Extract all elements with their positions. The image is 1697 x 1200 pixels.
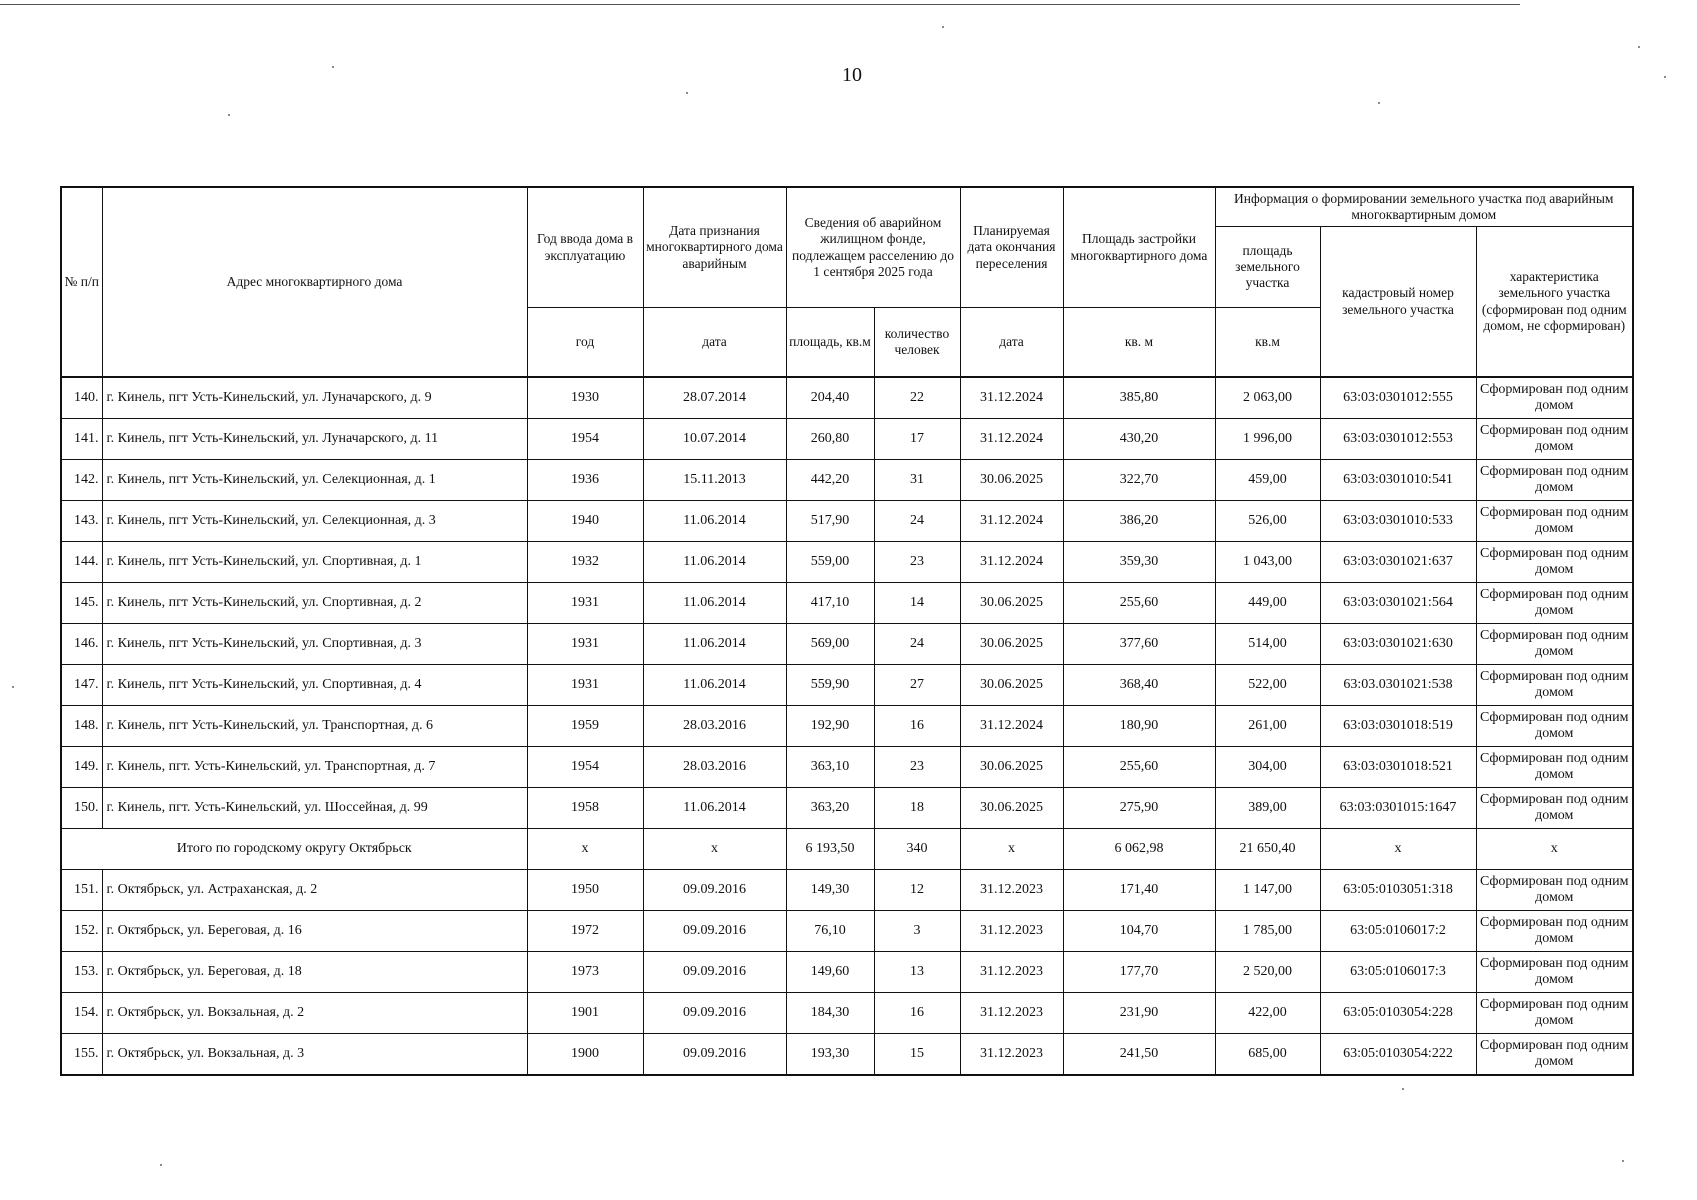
table-row bbox=[61, 419, 1633, 460]
row-land-area: 1 785,00 bbox=[1215, 911, 1320, 952]
row-date-recognized: 09.09.2016 bbox=[643, 1034, 786, 1076]
row-area: 192,90 bbox=[786, 706, 874, 747]
row-number: 149. bbox=[61, 747, 102, 788]
row-building-area: 386,20 bbox=[1063, 501, 1215, 542]
row-year: 1932 bbox=[527, 542, 643, 583]
total-year: х bbox=[527, 829, 643, 870]
row-area: 204,40 bbox=[786, 377, 874, 419]
row-people: 27 bbox=[874, 665, 960, 706]
row-land-area: 449,00 bbox=[1215, 583, 1320, 624]
row-year: 1973 bbox=[527, 952, 643, 993]
row-date-recognized: 09.09.2016 bbox=[643, 952, 786, 993]
row-cadastral-number: 63:03:0301010:533 bbox=[1320, 501, 1476, 542]
row-cadastral-number: 63:03:0301021:630 bbox=[1320, 624, 1476, 665]
row-date-recognized: 11.06.2014 bbox=[643, 583, 786, 624]
row-cadastral-number: 63:05:0106017:2 bbox=[1320, 911, 1476, 952]
row-characteristic: Сформирован под одним домом bbox=[1476, 377, 1633, 419]
row-land-area: 1 147,00 bbox=[1215, 870, 1320, 911]
row-cadastral-number: 63:03.0301021:538 bbox=[1320, 665, 1476, 706]
row-number: 146. bbox=[61, 624, 102, 665]
row-cadastral-number: 63:05:0103051:318 bbox=[1320, 870, 1476, 911]
row-address: г. Кинель, пгт Усть-Кинельский, ул. Луначарского, д. 11 bbox=[102, 419, 527, 460]
row-cadastral-number: 63:03:0301021:564 bbox=[1320, 583, 1476, 624]
row-area: 184,30 bbox=[786, 993, 874, 1034]
row-land-area: 1 996,00 bbox=[1215, 419, 1320, 460]
top-border-line bbox=[0, 4, 1520, 5]
row-people: 23 bbox=[874, 747, 960, 788]
row-planned-date: 30.06.2025 bbox=[960, 460, 1063, 501]
row-building-area: 255,60 bbox=[1063, 583, 1215, 624]
row-date-recognized: 28.03.2016 bbox=[643, 706, 786, 747]
unit-planned-date: дата bbox=[960, 308, 1063, 378]
row-number: 141. bbox=[61, 419, 102, 460]
row-characteristic: Сформирован под одним домом bbox=[1476, 501, 1633, 542]
table-row bbox=[61, 911, 1633, 952]
table-row bbox=[61, 665, 1633, 706]
row-area: 363,20 bbox=[786, 788, 874, 829]
row-characteristic: Сформирован под одним домом bbox=[1476, 952, 1633, 993]
row-people: 24 bbox=[874, 624, 960, 665]
row-people: 22 bbox=[874, 377, 960, 419]
table-row bbox=[61, 542, 1633, 583]
row-date-recognized: 09.09.2016 bbox=[643, 911, 786, 952]
unit-area: площадь, кв.м bbox=[786, 308, 874, 378]
row-number: 147. bbox=[61, 665, 102, 706]
row-characteristic: Сформирован под одним домом bbox=[1476, 870, 1633, 911]
row-date-recognized: 11.06.2014 bbox=[643, 788, 786, 829]
row-year: 1954 bbox=[527, 747, 643, 788]
row-address: г. Октябрьск, ул. Береговая, д. 16 bbox=[102, 911, 527, 952]
table-row bbox=[61, 788, 1633, 829]
table-body bbox=[61, 377, 1633, 1075]
row-planned-date: 31.12.2024 bbox=[960, 377, 1063, 419]
scan-speck bbox=[686, 92, 688, 94]
row-characteristic: Сформирован под одним домом bbox=[1476, 788, 1633, 829]
total-cadastral: х bbox=[1320, 829, 1476, 870]
total-area: 6 193,50 bbox=[786, 829, 874, 870]
row-number: 151. bbox=[61, 870, 102, 911]
header-land-area: площадь земельного участка bbox=[1215, 227, 1320, 308]
row-area: 517,90 bbox=[786, 501, 874, 542]
table-row bbox=[61, 377, 1633, 419]
row-building-area: 231,90 bbox=[1063, 993, 1215, 1034]
row-characteristic: Сформирован под одним домом bbox=[1476, 542, 1633, 583]
row-people: 24 bbox=[874, 501, 960, 542]
row-area: 559,00 bbox=[786, 542, 874, 583]
row-date-recognized: 09.09.2016 bbox=[643, 870, 786, 911]
row-people: 16 bbox=[874, 706, 960, 747]
row-number: 145. bbox=[61, 583, 102, 624]
table-row bbox=[61, 747, 1633, 788]
scan-speck bbox=[1622, 1160, 1624, 1162]
row-land-area: 522,00 bbox=[1215, 665, 1320, 706]
row-people: 18 bbox=[874, 788, 960, 829]
table-row bbox=[61, 870, 1633, 911]
unit-date: дата bbox=[643, 308, 786, 378]
row-characteristic: Сформирован под одним домом bbox=[1476, 460, 1633, 501]
scan-speck bbox=[332, 66, 334, 68]
row-address: г. Кинель, пгт Усть-Кинельский, ул. Селекционная, д. 1 bbox=[102, 460, 527, 501]
total-date: х bbox=[643, 829, 786, 870]
row-land-area: 261,00 bbox=[1215, 706, 1320, 747]
row-planned-date: 30.06.2025 bbox=[960, 665, 1063, 706]
row-people: 31 bbox=[874, 460, 960, 501]
table-row bbox=[61, 624, 1633, 665]
row-planned-date: 31.12.2024 bbox=[960, 419, 1063, 460]
row-land-area: 389,00 bbox=[1215, 788, 1320, 829]
row-characteristic: Сформирован под одним домом bbox=[1476, 911, 1633, 952]
row-year: 1959 bbox=[527, 706, 643, 747]
row-year: 1954 bbox=[527, 419, 643, 460]
table-row bbox=[61, 993, 1633, 1034]
header-planned-date: Планируемая дата окончания переселения bbox=[960, 187, 1063, 308]
row-building-area: 241,50 bbox=[1063, 1034, 1215, 1076]
row-number: 152. bbox=[61, 911, 102, 952]
header-characteristic: характеристика земельного участка (сформирован под одним домом, не сформирован) bbox=[1476, 227, 1633, 378]
header-building-area: Площадь застройки многоквартирного дома bbox=[1063, 187, 1215, 308]
scan-speck bbox=[12, 686, 14, 688]
row-address: г. Октябрьск, ул. Береговая, д. 18 bbox=[102, 952, 527, 993]
row-cadastral-number: 63:03:0301012:555 bbox=[1320, 377, 1476, 419]
row-date-recognized: 15.11.2013 bbox=[643, 460, 786, 501]
row-year: 1931 bbox=[527, 583, 643, 624]
total-label: Итого по городскому округу Октябрьск bbox=[61, 829, 527, 870]
header-cadastral: кадастровый номер земельного участка bbox=[1320, 227, 1476, 378]
table-row bbox=[61, 460, 1633, 501]
row-cadastral-number: 63:03:0301018:519 bbox=[1320, 706, 1476, 747]
row-building-area: 322,70 bbox=[1063, 460, 1215, 501]
row-number: 143. bbox=[61, 501, 102, 542]
table-header bbox=[61, 187, 1633, 377]
row-year: 1901 bbox=[527, 993, 643, 1034]
row-cadastral-number: 63:03:0301015:1647 bbox=[1320, 788, 1476, 829]
row-area: 417,10 bbox=[786, 583, 874, 624]
row-year: 1972 bbox=[527, 911, 643, 952]
row-planned-date: 31.12.2023 bbox=[960, 1034, 1063, 1076]
row-address: г. Кинель, пгт. Усть-Кинельский, ул. Транспортная, д. 7 bbox=[102, 747, 527, 788]
row-address: г. Октябрьск, ул. Астраханская, д. 2 bbox=[102, 870, 527, 911]
header-date-recognized: Дата признания многоквартирного дома аварийным bbox=[643, 187, 786, 308]
total-land-area: 21 650,40 bbox=[1215, 829, 1320, 870]
row-area: 569,00 bbox=[786, 624, 874, 665]
row-building-area: 430,20 bbox=[1063, 419, 1215, 460]
row-area: 363,10 bbox=[786, 747, 874, 788]
row-land-area: 685,00 bbox=[1215, 1034, 1320, 1076]
row-characteristic: Сформирован под одним домом bbox=[1476, 1034, 1633, 1076]
header-year: Год ввода дома в эксплуатацию bbox=[527, 187, 643, 308]
row-address: г. Кинель, пгт Усть-Кинельский, ул. Спортивная, д. 4 bbox=[102, 665, 527, 706]
scan-speck bbox=[1638, 46, 1640, 48]
header-land-info: Информация о формировании земельного участка под аварийным многоквартирным домом bbox=[1215, 187, 1633, 227]
row-planned-date: 30.06.2025 bbox=[960, 583, 1063, 624]
scan-speck bbox=[1402, 1088, 1404, 1090]
row-year: 1931 bbox=[527, 665, 643, 706]
row-planned-date: 30.06.2025 bbox=[960, 788, 1063, 829]
row-people: 17 bbox=[874, 419, 960, 460]
table-row bbox=[61, 706, 1633, 747]
unit-people: количество человек bbox=[874, 308, 960, 378]
row-area: 442,20 bbox=[786, 460, 874, 501]
row-address: г. Кинель, пгт Усть-Кинельский, ул. Спортивная, д. 3 bbox=[102, 624, 527, 665]
row-area: 260,80 bbox=[786, 419, 874, 460]
row-planned-date: 31.12.2024 bbox=[960, 542, 1063, 583]
row-building-area: 180,90 bbox=[1063, 706, 1215, 747]
row-cadastral-number: 63:03:0301010:541 bbox=[1320, 460, 1476, 501]
unit-year: год bbox=[527, 308, 643, 378]
scan-speck bbox=[228, 114, 230, 116]
unit-building-sqm: кв. м bbox=[1063, 308, 1215, 378]
row-date-recognized: 28.07.2014 bbox=[643, 377, 786, 419]
row-cadastral-number: 63:03:0301021:637 bbox=[1320, 542, 1476, 583]
row-building-area: 377,60 bbox=[1063, 624, 1215, 665]
total-building-area: 6 062,98 bbox=[1063, 829, 1215, 870]
row-land-area: 2 063,00 bbox=[1215, 377, 1320, 419]
row-characteristic: Сформирован под одним домом bbox=[1476, 706, 1633, 747]
row-number: 140. bbox=[61, 377, 102, 419]
row-people: 3 bbox=[874, 911, 960, 952]
row-address: г. Кинель, пгт Усть-Кинельский, ул. Спортивная, д. 1 bbox=[102, 542, 527, 583]
row-date-recognized: 28.03.2016 bbox=[643, 747, 786, 788]
total-characteristic: х bbox=[1476, 829, 1633, 870]
row-area: 149,30 bbox=[786, 870, 874, 911]
row-people: 15 bbox=[874, 1034, 960, 1076]
row-number: 154. bbox=[61, 993, 102, 1034]
row-number: 142. bbox=[61, 460, 102, 501]
row-number: 144. bbox=[61, 542, 102, 583]
row-address: г. Кинель, пгт. Усть-Кинельский, ул. Шоссейная, д. 99 bbox=[102, 788, 527, 829]
row-date-recognized: 11.06.2014 bbox=[643, 542, 786, 583]
total-planned: х bbox=[960, 829, 1063, 870]
row-cadastral-number: 63:05:0106017:3 bbox=[1320, 952, 1476, 993]
row-land-area: 2 520,00 bbox=[1215, 952, 1320, 993]
total-people: 340 bbox=[874, 829, 960, 870]
row-planned-date: 30.06.2025 bbox=[960, 747, 1063, 788]
header-num: № п/п bbox=[61, 187, 102, 377]
row-planned-date: 31.12.2024 bbox=[960, 706, 1063, 747]
row-address: г. Кинель, пгт Усть-Кинельский, ул. Селекционная, д. 3 bbox=[102, 501, 527, 542]
row-building-area: 275,90 bbox=[1063, 788, 1215, 829]
row-people: 12 bbox=[874, 870, 960, 911]
total-row bbox=[61, 829, 1633, 870]
row-planned-date: 31.12.2024 bbox=[960, 501, 1063, 542]
row-cadastral-number: 63:05:0103054:228 bbox=[1320, 993, 1476, 1034]
header-emergency-info: Сведения об аварийном жилищном фонде, подлежащем расселению до 1 сентября 2025 года bbox=[786, 187, 960, 308]
row-land-area: 1 043,00 bbox=[1215, 542, 1320, 583]
unit-land-sqm: кв.м bbox=[1215, 308, 1320, 378]
row-people: 16 bbox=[874, 993, 960, 1034]
row-building-area: 177,70 bbox=[1063, 952, 1215, 993]
row-date-recognized: 09.09.2016 bbox=[643, 993, 786, 1034]
emergency-housing-table bbox=[60, 186, 1634, 1076]
row-building-area: 385,80 bbox=[1063, 377, 1215, 419]
scan-speck bbox=[1378, 102, 1380, 104]
row-year: 1950 bbox=[527, 870, 643, 911]
row-building-area: 171,40 bbox=[1063, 870, 1215, 911]
row-year: 1931 bbox=[527, 624, 643, 665]
row-planned-date: 30.06.2025 bbox=[960, 624, 1063, 665]
row-building-area: 255,60 bbox=[1063, 747, 1215, 788]
row-characteristic: Сформирован под одним домом bbox=[1476, 419, 1633, 460]
row-land-area: 304,00 bbox=[1215, 747, 1320, 788]
row-land-area: 526,00 bbox=[1215, 501, 1320, 542]
row-land-area: 459,00 bbox=[1215, 460, 1320, 501]
row-planned-date: 31.12.2023 bbox=[960, 911, 1063, 952]
row-characteristic: Сформирован под одним домом bbox=[1476, 993, 1633, 1034]
row-people: 23 bbox=[874, 542, 960, 583]
row-people: 13 bbox=[874, 952, 960, 993]
row-year: 1936 bbox=[527, 460, 643, 501]
row-address: г. Кинель, пгт Усть-Кинельский, ул. Транспортная, д. 6 bbox=[102, 706, 527, 747]
scan-speck bbox=[160, 1164, 162, 1166]
row-cadastral-number: 63:03:0301012:553 bbox=[1320, 419, 1476, 460]
table-row bbox=[61, 501, 1633, 542]
row-characteristic: Сформирован под одним домом bbox=[1476, 747, 1633, 788]
table-row bbox=[61, 1034, 1633, 1076]
row-area: 76,10 bbox=[786, 911, 874, 952]
scan-speck bbox=[942, 26, 944, 28]
row-address: г. Октябрьск, ул. Вокзальная, д. 3 bbox=[102, 1034, 527, 1076]
row-number: 150. bbox=[61, 788, 102, 829]
row-land-area: 422,00 bbox=[1215, 993, 1320, 1034]
row-area: 149,60 bbox=[786, 952, 874, 993]
row-number: 148. bbox=[61, 706, 102, 747]
row-planned-date: 31.12.2023 bbox=[960, 870, 1063, 911]
scan-speck bbox=[1664, 76, 1666, 78]
table-row bbox=[61, 583, 1633, 624]
row-land-area: 514,00 bbox=[1215, 624, 1320, 665]
row-year: 1958 bbox=[527, 788, 643, 829]
row-number: 153. bbox=[61, 952, 102, 993]
row-address: г. Кинель, пгт Усть-Кинельский, ул. Луначарского, д. 9 bbox=[102, 377, 527, 419]
row-characteristic: Сформирован под одним домом bbox=[1476, 583, 1633, 624]
row-building-area: 359,30 bbox=[1063, 542, 1215, 583]
row-address: г. Октябрьск, ул. Вокзальная, д. 2 bbox=[102, 993, 527, 1034]
row-planned-date: 31.12.2023 bbox=[960, 993, 1063, 1034]
row-date-recognized: 11.06.2014 bbox=[643, 624, 786, 665]
row-cadastral-number: 63:05:0103054:222 bbox=[1320, 1034, 1476, 1076]
row-building-area: 104,70 bbox=[1063, 911, 1215, 952]
header-address: Адрес многоквартирного дома bbox=[102, 187, 527, 377]
row-address: г. Кинель, пгт Усть-Кинельский, ул. Спортивная, д. 2 bbox=[102, 583, 527, 624]
row-year: 1940 bbox=[527, 501, 643, 542]
row-date-recognized: 10.07.2014 bbox=[643, 419, 786, 460]
row-planned-date: 31.12.2023 bbox=[960, 952, 1063, 993]
row-people: 14 bbox=[874, 583, 960, 624]
table-row bbox=[61, 952, 1633, 993]
row-year: 1930 bbox=[527, 377, 643, 419]
row-number: 155. bbox=[61, 1034, 102, 1076]
row-date-recognized: 11.06.2014 bbox=[643, 501, 786, 542]
row-area: 559,90 bbox=[786, 665, 874, 706]
row-area: 193,30 bbox=[786, 1034, 874, 1076]
page-number: 10 bbox=[842, 64, 862, 86]
row-date-recognized: 11.06.2014 bbox=[643, 665, 786, 706]
row-building-area: 368,40 bbox=[1063, 665, 1215, 706]
row-year: 1900 bbox=[527, 1034, 643, 1076]
row-cadastral-number: 63:03:0301018:521 bbox=[1320, 747, 1476, 788]
row-characteristic: Сформирован под одним домом bbox=[1476, 624, 1633, 665]
row-characteristic: Сформирован под одним домом bbox=[1476, 665, 1633, 706]
